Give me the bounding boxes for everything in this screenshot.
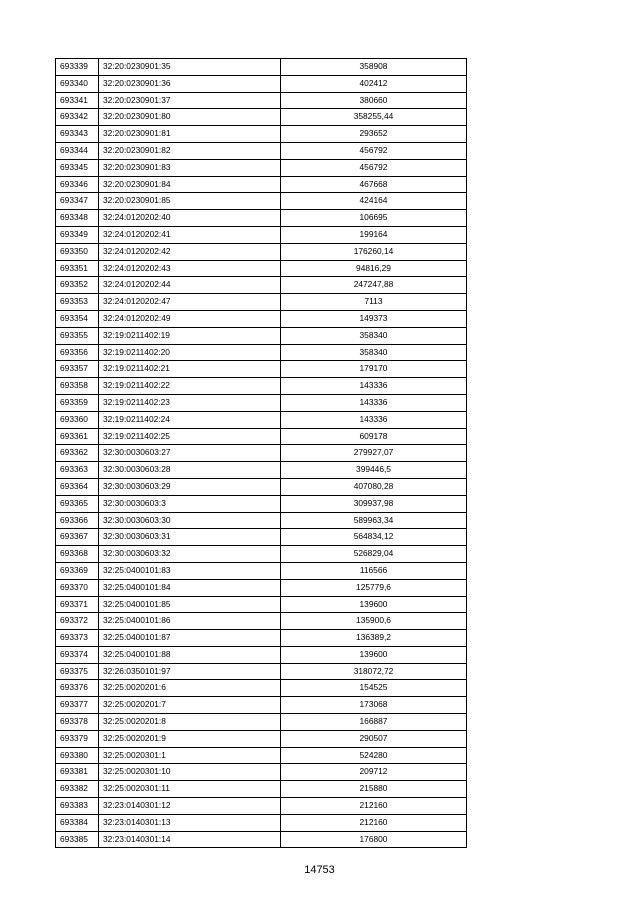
value-cell: 456792 [281,159,467,176]
row-id-cell: 693359 [56,394,99,411]
row-id-cell: 693363 [56,462,99,479]
value-cell: 407080,28 [281,478,467,495]
row-id-cell: 693340 [56,75,99,92]
value-cell: 358340 [281,344,467,361]
cadastral-number-cell: 32:25:0400101:85 [99,596,281,613]
value-cell: 209712 [281,764,467,781]
table-row [56,529,467,546]
value-cell: 290507 [281,730,467,747]
value-cell: 199164 [281,226,467,243]
value-cell: 179170 [281,361,467,378]
table-row [56,613,467,630]
table-row [56,831,467,848]
value-cell: 212160 [281,814,467,831]
row-id-cell: 693377 [56,697,99,714]
cadastral-number-cell: 32:24:0120202:42 [99,243,281,260]
cadastral-value-table [55,58,467,848]
value-cell: 526829,04 [281,546,467,563]
value-cell: 139600 [281,646,467,663]
value-cell: 293652 [281,126,467,143]
table-row [56,546,467,563]
cadastral-number-cell: 32:19:0211402:24 [99,411,281,428]
value-cell: 139600 [281,596,467,613]
cadastral-number-cell: 32:25:0020301:11 [99,781,281,798]
table-row [56,310,467,327]
row-id-cell: 693343 [56,126,99,143]
value-cell: 143336 [281,411,467,428]
value-cell: 154525 [281,680,467,697]
table-body [56,59,467,848]
table-row [56,142,467,159]
row-id-cell: 693352 [56,277,99,294]
row-id-cell: 693342 [56,109,99,126]
table-row [56,596,467,613]
row-id-cell: 693361 [56,428,99,445]
value-cell: 524280 [281,747,467,764]
cadastral-number-cell: 32:25:0400101:84 [99,579,281,596]
value-cell: 7113 [281,294,467,311]
cadastral-number-cell: 32:20:0230901:37 [99,92,281,109]
row-id-cell: 693349 [56,226,99,243]
cadastral-number-cell: 32:30:0030603:32 [99,546,281,563]
table-row [56,92,467,109]
table-row [56,495,467,512]
row-id-cell: 693382 [56,781,99,798]
cadastral-number-cell: 32:19:0211402:23 [99,394,281,411]
table-row [56,814,467,831]
cadastral-number-cell: 32:25:0020201:7 [99,697,281,714]
row-id-cell: 693339 [56,59,99,76]
row-id-cell: 693365 [56,495,99,512]
value-cell: 143336 [281,394,467,411]
row-id-cell: 693357 [56,361,99,378]
table-row [56,226,467,243]
table-row [56,730,467,747]
table-row [56,126,467,143]
table-row [56,344,467,361]
value-cell: 176260,14 [281,243,467,260]
value-cell: 173068 [281,697,467,714]
cadastral-number-cell: 32:25:0020301:10 [99,764,281,781]
table-row [56,462,467,479]
value-cell: 215880 [281,781,467,798]
value-cell: 212160 [281,798,467,815]
value-cell: 279927,07 [281,445,467,462]
cadastral-number-cell: 32:25:0400101:83 [99,562,281,579]
cadastral-number-cell: 32:30:0030603:28 [99,462,281,479]
table-row [56,428,467,445]
row-id-cell: 693358 [56,378,99,395]
cadastral-number-cell: 32:20:0230901:82 [99,142,281,159]
value-cell: 166887 [281,714,467,731]
value-cell: 358908 [281,59,467,76]
row-id-cell: 693373 [56,630,99,647]
table-row [56,260,467,277]
row-id-cell: 693351 [56,260,99,277]
value-cell: 564834,12 [281,529,467,546]
row-id-cell: 693341 [56,92,99,109]
cadastral-number-cell: 32:20:0230901:36 [99,75,281,92]
cadastral-number-cell: 32:23:0140301:14 [99,831,281,848]
table-row [56,798,467,815]
cadastral-number-cell: 32:25:0020301:1 [99,747,281,764]
table-row [56,512,467,529]
row-id-cell: 693371 [56,596,99,613]
cadastral-number-cell: 32:30:0030603:27 [99,445,281,462]
table-row [56,663,467,680]
row-id-cell: 693374 [56,646,99,663]
row-id-cell: 693381 [56,764,99,781]
row-id-cell: 693375 [56,663,99,680]
value-cell: 399446,5 [281,462,467,479]
cadastral-number-cell: 32:19:0211402:22 [99,378,281,395]
value-cell: 135900,6 [281,613,467,630]
row-id-cell: 693364 [56,478,99,495]
table-row [56,361,467,378]
cadastral-number-cell: 32:19:0211402:21 [99,361,281,378]
row-id-cell: 693360 [56,411,99,428]
value-cell: 106695 [281,210,467,227]
cadastral-number-cell: 32:25:0400101:88 [99,646,281,663]
table-row [56,159,467,176]
cadastral-number-cell: 32:30:0030603:30 [99,512,281,529]
table-row [56,411,467,428]
cadastral-number-cell: 32:25:0400101:87 [99,630,281,647]
row-id-cell: 693385 [56,831,99,848]
row-id-cell: 693368 [56,546,99,563]
value-cell: 309937,98 [281,495,467,512]
value-cell: 136389,2 [281,630,467,647]
table-row [56,714,467,731]
row-id-cell: 693344 [56,142,99,159]
value-cell: 247247,88 [281,277,467,294]
table-row [56,75,467,92]
row-id-cell: 693345 [56,159,99,176]
cadastral-number-cell: 32:25:0020201:6 [99,680,281,697]
table-row [56,781,467,798]
value-cell: 176800 [281,831,467,848]
cadastral-number-cell: 32:30:0030603:3 [99,495,281,512]
table-row [56,697,467,714]
value-cell: 318072,72 [281,663,467,680]
row-id-cell: 693362 [56,445,99,462]
table-row [56,478,467,495]
table-row [56,394,467,411]
row-id-cell: 693346 [56,176,99,193]
value-cell: 380660 [281,92,467,109]
value-cell: 402412 [281,75,467,92]
value-cell: 125779,6 [281,579,467,596]
table-row [56,630,467,647]
cadastral-number-cell: 32:24:0120202:41 [99,226,281,243]
row-id-cell: 693370 [56,579,99,596]
cadastral-number-cell: 32:25:0020201:9 [99,730,281,747]
row-id-cell: 693378 [56,714,99,731]
cadastral-number-cell: 32:20:0230901:81 [99,126,281,143]
row-id-cell: 693355 [56,327,99,344]
cadastral-number-cell: 32:20:0230901:85 [99,193,281,210]
value-cell: 358255,44 [281,109,467,126]
cadastral-number-cell: 32:24:0120202:40 [99,210,281,227]
cadastral-number-cell: 32:26:0350101:97 [99,663,281,680]
table-row [56,646,467,663]
row-id-cell: 693366 [56,512,99,529]
cadastral-number-cell: 32:25:0400101:86 [99,613,281,630]
cadastral-number-cell: 32:20:0230901:35 [99,59,281,76]
cadastral-number-cell: 32:30:0030603:29 [99,478,281,495]
row-id-cell: 693353 [56,294,99,311]
table-row [56,562,467,579]
cadastral-number-cell: 32:24:0120202:47 [99,294,281,311]
row-id-cell: 693369 [56,562,99,579]
table-row [56,327,467,344]
row-id-cell: 693356 [56,344,99,361]
cadastral-number-cell: 32:19:0211402:25 [99,428,281,445]
cadastral-number-cell: 32:20:0230901:80 [99,109,281,126]
row-id-cell: 693372 [56,613,99,630]
table-row [56,294,467,311]
cadastral-number-cell: 32:23:0140301:12 [99,798,281,815]
value-cell: 94816,29 [281,260,467,277]
table-row [56,176,467,193]
table-row [56,109,467,126]
row-id-cell: 693384 [56,814,99,831]
row-id-cell: 693348 [56,210,99,227]
value-cell: 609178 [281,428,467,445]
cadastral-number-cell: 32:19:0211402:20 [99,344,281,361]
table-row [56,193,467,210]
row-id-cell: 693380 [56,747,99,764]
value-cell: 116566 [281,562,467,579]
cadastral-number-cell: 32:19:0211402:19 [99,327,281,344]
row-id-cell: 693367 [56,529,99,546]
value-cell: 143336 [281,378,467,395]
table-row [56,378,467,395]
cadastral-number-cell: 32:20:0230901:84 [99,176,281,193]
value-cell: 467668 [281,176,467,193]
row-id-cell: 693376 [56,680,99,697]
value-cell: 358340 [281,327,467,344]
row-id-cell: 693383 [56,798,99,815]
cadastral-number-cell: 32:24:0120202:44 [99,277,281,294]
page-number: 14753 [304,864,335,876]
table-row [56,445,467,462]
row-id-cell: 693379 [56,730,99,747]
table-row [56,680,467,697]
table-row [56,277,467,294]
table-row [56,747,467,764]
cadastral-number-cell: 32:23:0140301:13 [99,814,281,831]
row-id-cell: 693347 [56,193,99,210]
row-id-cell: 693354 [56,310,99,327]
value-cell: 589963,34 [281,512,467,529]
cadastral-number-cell: 32:24:0120202:43 [99,260,281,277]
row-id-cell: 693350 [56,243,99,260]
cadastral-number-cell: 32:30:0030603:31 [99,529,281,546]
table-row [56,764,467,781]
table-row [56,59,467,76]
cadastral-number-cell: 32:25:0020201:8 [99,714,281,731]
cadastral-number-cell: 32:20:0230901:83 [99,159,281,176]
value-cell: 456792 [281,142,467,159]
cadastral-number-cell: 32:24:0120202:49 [99,310,281,327]
table-row [56,243,467,260]
value-cell: 149373 [281,310,467,327]
value-cell: 424164 [281,193,467,210]
table-row [56,210,467,227]
table-row [56,579,467,596]
